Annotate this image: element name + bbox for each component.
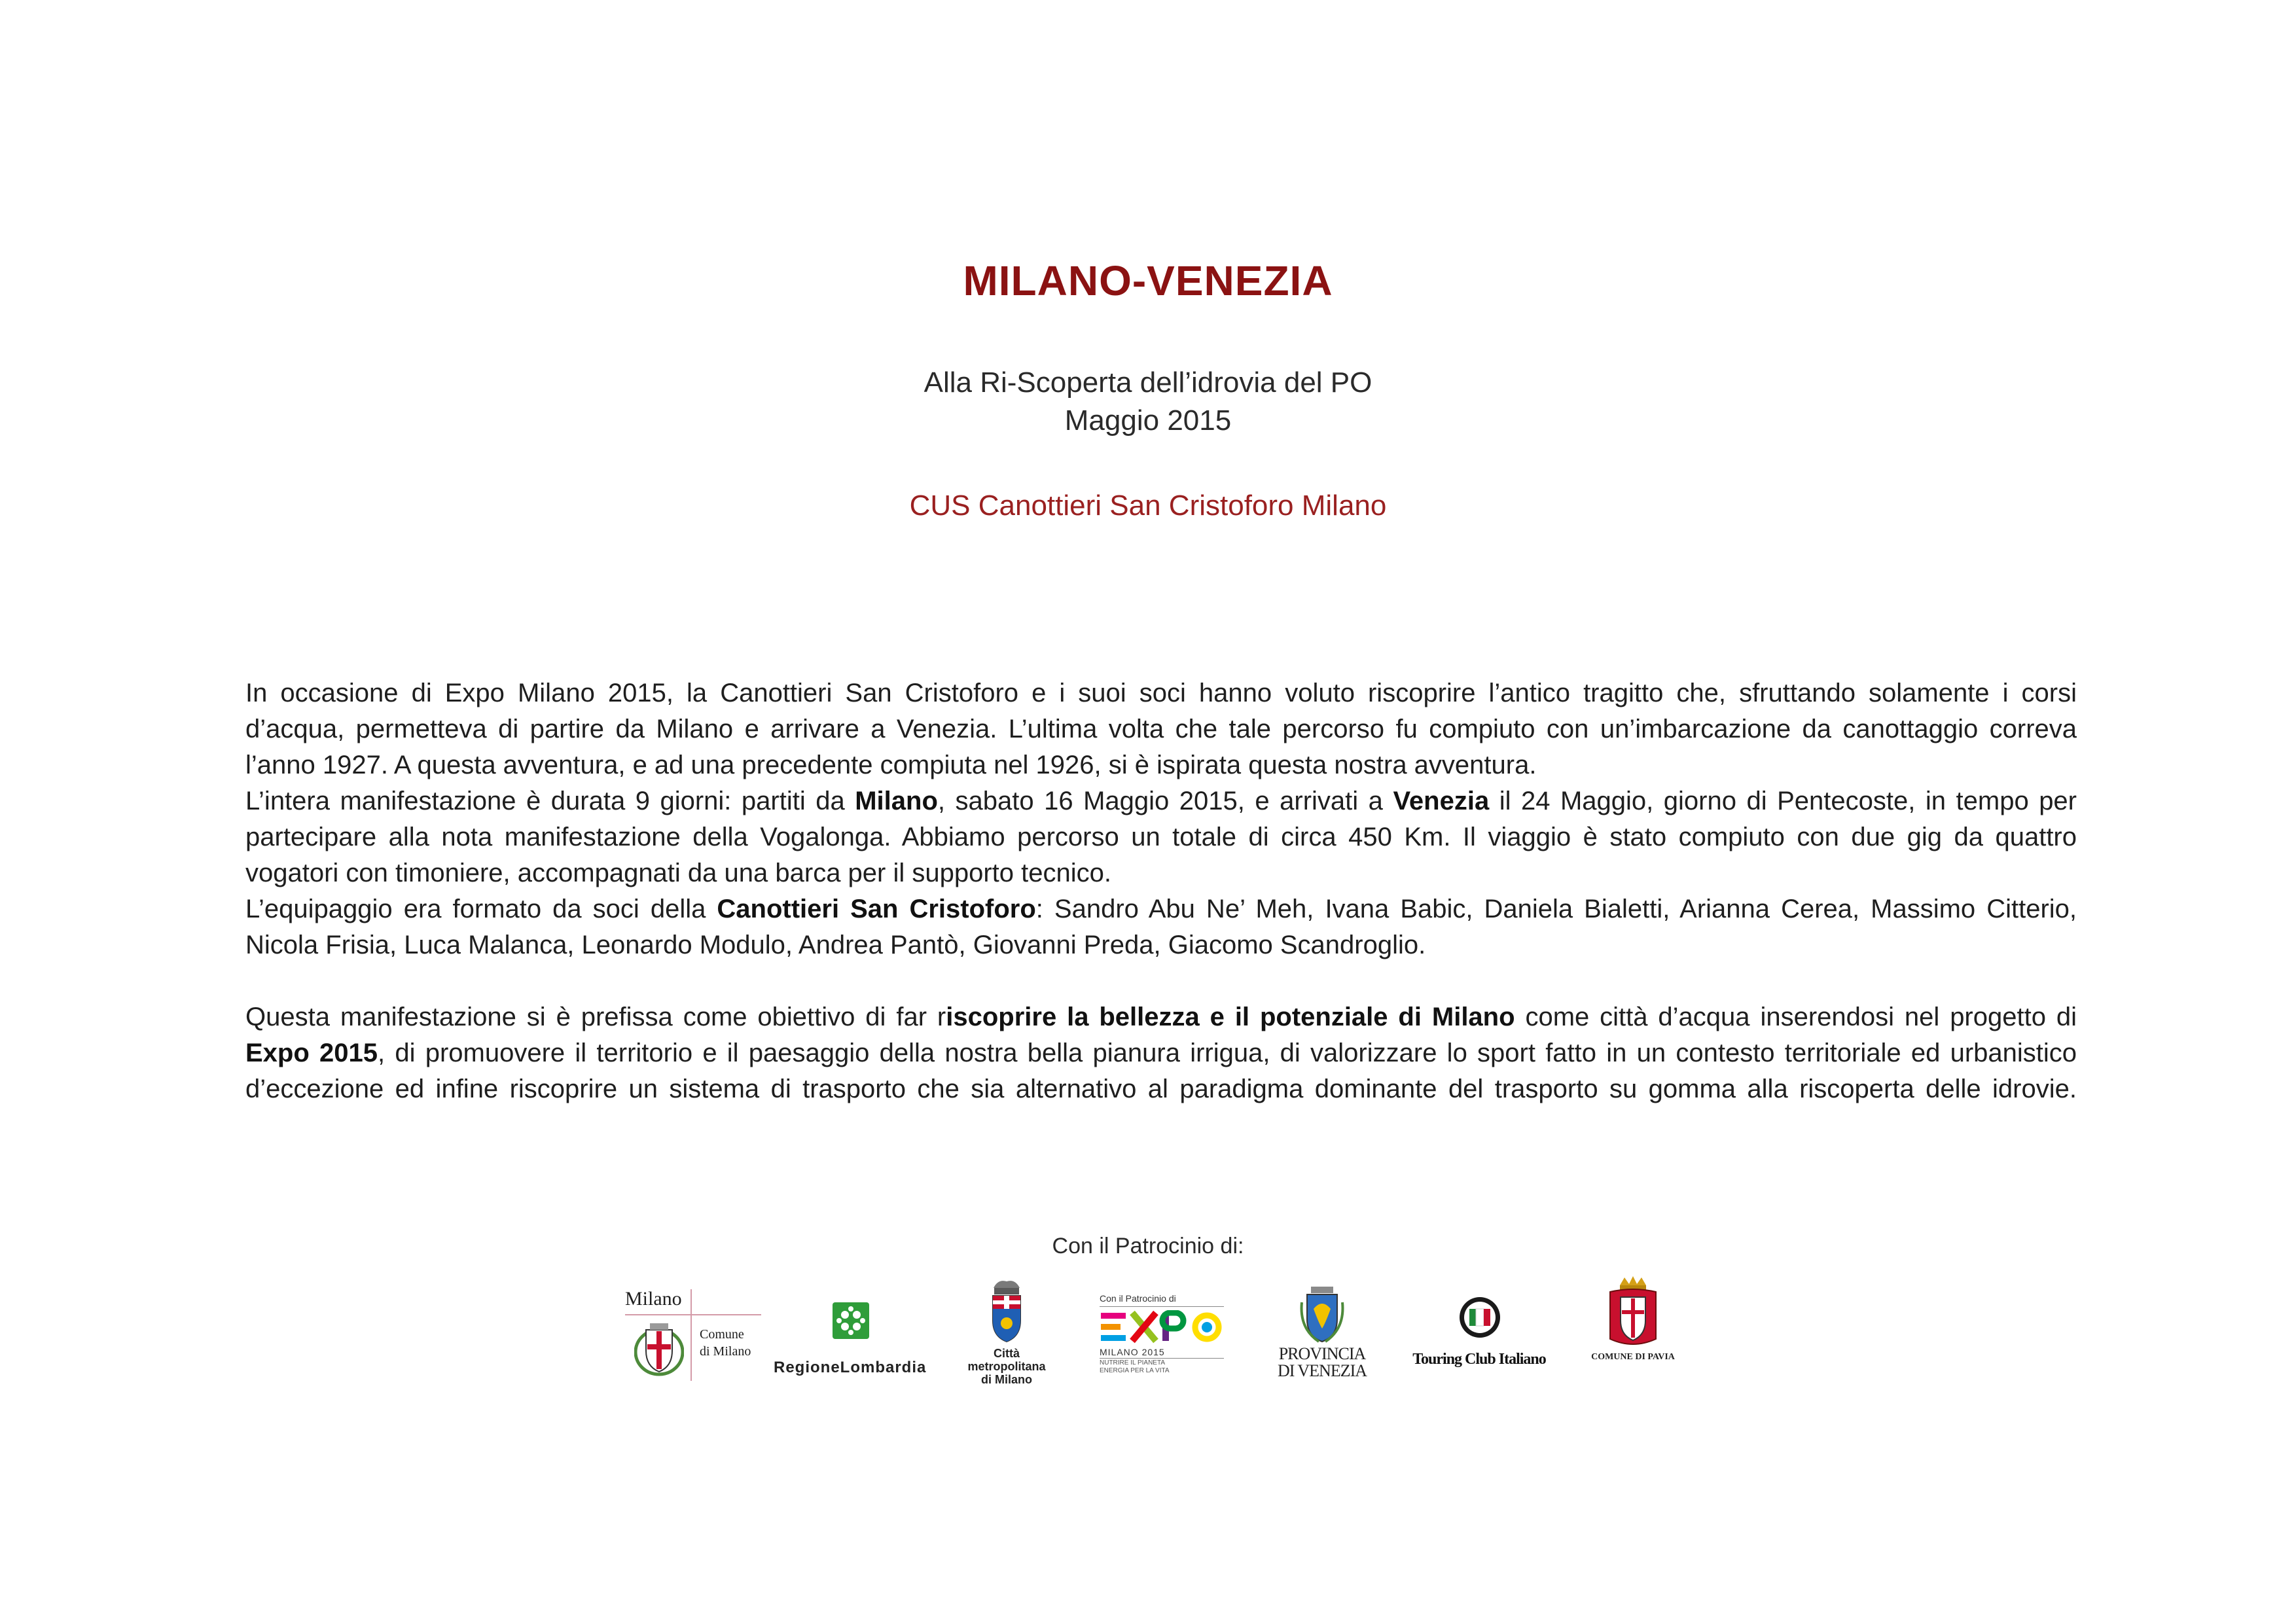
- citta-metropolitana-crest-icon: [958, 1276, 1056, 1344]
- pavia-crest-icon: [1584, 1276, 1682, 1349]
- expo-patronage-text: Con il Patrocinio di: [1100, 1293, 1176, 1304]
- expo-wordmark-icon: [1100, 1310, 1224, 1344]
- paragraph-1-line-2: d’acqua, permetteva di partire da Milano e arrivare a Venezia. L’ultima volta che tale percorso fu compiuto con un’imbarcazione da canottaggio correva: [245, 715, 2077, 743]
- paragraph-3-line-2: Nicola Frisia, Luca Malanca, Leonardo Modulo, Andrea Pantò, Giovanni Preda, Giacomo Scandroglio.: [245, 931, 1426, 959]
- logo-provincia-venezia: [1273, 1283, 1371, 1394]
- milano-comune-text: [700, 1326, 751, 1360]
- rosa-camuna-icon: [833, 1302, 869, 1339]
- page-title: MILANO-VENEZIA: [963, 257, 1333, 304]
- text-line: ENERGIA PER LA VITA: [1100, 1367, 1170, 1374]
- body-text: [245, 675, 2077, 1107]
- text-line: PROVINCIA: [1278, 1344, 1366, 1363]
- text-span: L’intera manifestazione è durata 9 giorni: partiti da: [245, 787, 855, 815]
- text-line: Città: [994, 1347, 1020, 1360]
- text-line: di Milano: [700, 1344, 751, 1359]
- event-date: Maggio 2015: [1064, 404, 1232, 437]
- provincia-venezia-crest-icon: [1273, 1283, 1371, 1343]
- logo-comune-pavia: [1584, 1276, 1682, 1374]
- organization-name: CUS Canottieri San Cristoforo Milano: [909, 490, 1387, 522]
- bold-highlight: iscoprire la bellezza e il potenziale di Milano: [946, 1003, 1515, 1031]
- paragraph-2-line-1: [245, 783, 2077, 819]
- expo-milano-text: MILANO 2015: [1100, 1347, 1165, 1357]
- provincia-venezia-text: [1273, 1346, 1371, 1380]
- text-line: NUTRIRE IL PIANETA: [1100, 1359, 1166, 1366]
- paragraph-2-line-3: vogatori con timoniere, accompagnati da una barca per il supporto tecnico.: [245, 859, 1111, 887]
- paragraph-3-line-1: [245, 891, 2077, 927]
- text-line: DI VENEZIA: [1277, 1361, 1367, 1380]
- bold-milano: Milano: [855, 787, 938, 815]
- divider: [625, 1314, 761, 1315]
- text-line: Comune: [700, 1327, 744, 1342]
- text-span: : Sandro Abu Ne’ Meh, Ivana Babic, Daniela Bialetti, Arianna Cerea, Massimo Citterio,: [1035, 895, 2077, 923]
- paragraph-4-line-2: [245, 1035, 2077, 1071]
- text-line: metropolitana: [967, 1360, 1046, 1373]
- paragraph-4-line-3: d’eccezione ed infine riscoprire un sistema di trasporto che sia alternativo al paradigma dominante del trasporto su gomma alla riscoperta delle idrovie.: [245, 1075, 2077, 1103]
- text-span: , di promuovere il territorio e il paesaggio della nostra bella pianura irrigua, di valorizzare lo sport fatto in un contesto territoriale ed urbanistico: [378, 1039, 2077, 1067]
- text-span: come città d’acqua inserendosi nel progetto di: [1515, 1003, 2077, 1031]
- bold-club-name: Canottieri San Cristoforo: [717, 895, 1036, 923]
- subtitle: Alla Ri-Scoperta dell’idrovia del PO: [924, 366, 1372, 399]
- text-span: Questa manifestazione si è prefissa come obiettivo di far r: [245, 1003, 946, 1031]
- milano-wordmark: Milano: [625, 1288, 682, 1310]
- paragraph-1-line-1: In occasione di Expo Milano 2015, la Canottieri San Cristoforo e i suoi soci hanno voluto riscoprire l’antico tragitto che, sfruttando solamente i corsi: [245, 679, 2077, 707]
- text-line: di Milano: [981, 1373, 1032, 1386]
- paragraph-gap: [245, 963, 2077, 999]
- milano-crest-icon: [634, 1321, 684, 1377]
- regione-lombardia-mark-icon: [833, 1302, 869, 1339]
- divider: [1100, 1358, 1224, 1359]
- paragraph-4-line-1: [245, 999, 2077, 1035]
- logo-touring-club: [1401, 1296, 1558, 1374]
- bold-expo: Expo 2015: [245, 1039, 378, 1067]
- citta-metropolitana-text: [958, 1347, 1056, 1386]
- logo-regione-lombardia: [774, 1302, 931, 1381]
- bold-venezia: Venezia: [1393, 787, 1490, 815]
- touring-club-text: Touring Club Italiano: [1412, 1351, 1546, 1368]
- divider: [1100, 1306, 1224, 1307]
- logo-comune-milano: [625, 1288, 762, 1386]
- logo-expo-2015: [1100, 1293, 1230, 1385]
- divider: [691, 1289, 692, 1381]
- touring-club-emblem-icon: [1458, 1296, 1501, 1339]
- regione-lombardia-text: RegioneLombardia: [774, 1359, 927, 1376]
- text-span: il 24 Maggio, giorno di Pentecoste, in tempo per: [1489, 787, 2077, 815]
- paragraph-1-line-3: l’anno 1927. A questa avventura, e ad una precedente compiuta nel 1926, si è ispirata questa nostra avventura.: [245, 751, 1537, 779]
- comune-pavia-text: COMUNE DI PAVIA: [1591, 1352, 1675, 1362]
- paragraph-2-line-2: partecipare alla nota manifestazione della Vogalonga. Abbiamo percorso un totale di circa 450 Km. Il viaggio è stato compiuto con due gig da quattro: [245, 823, 2077, 851]
- patronage-label: Con il Patrocinio di:: [1052, 1234, 1244, 1258]
- text-span: , sabato 16 Maggio 2015, e arrivati a: [937, 787, 1393, 815]
- expo-tagline: [1100, 1359, 1170, 1375]
- text-span: L’equipaggio era formato da soci della: [245, 895, 717, 923]
- logo-citta-metropolitana: [958, 1276, 1056, 1391]
